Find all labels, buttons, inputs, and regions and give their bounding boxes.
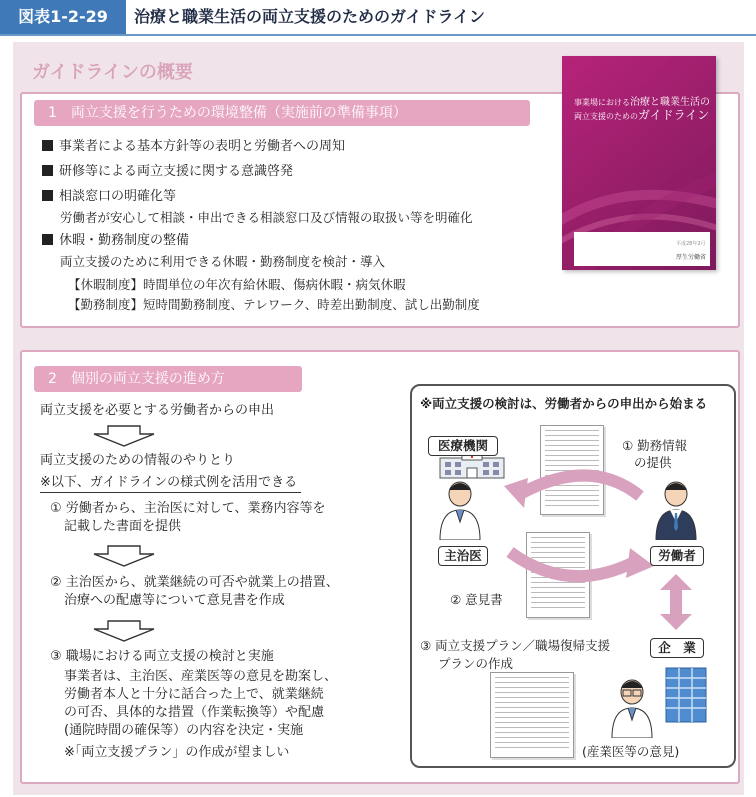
cover-title: 事業場における治療と職業生活の 両立支援のためのガイドライン (574, 97, 710, 122)
section1-item-4: 休暇・勤務制度の整備 (42, 232, 189, 250)
down-arrow-icon (92, 620, 156, 642)
hospital-label: 医療機関 (428, 436, 498, 456)
double-arrow-icon (658, 574, 694, 630)
step2-line1: ② 主治医から、就業継続の可否や就業上の措置、 (50, 575, 339, 590)
section1-item-2: 研修等による両立支援に関する意識啓発 (42, 163, 293, 181)
step3-title: ③ 職場における両立支援の検討と実施 (50, 649, 274, 664)
step3-line: 事業者は、主治医、産業医等の意見を勘案し、 (64, 669, 338, 684)
opinion-label: ② 意見書 (450, 592, 503, 607)
plan-line2: プランの作成 (438, 656, 514, 671)
flow-arrows (490, 456, 660, 596)
step1-line1: ① 労働者から、主治医に対して、業務内容等を (50, 501, 326, 516)
work-info-line2: の提供 (634, 455, 672, 470)
step3-line: 労働者本人と十分に話合った上で、就業継続 (64, 687, 324, 702)
worker-label: 労働者 (650, 546, 704, 566)
occupational-doctor-icon (608, 676, 656, 738)
occupational-doctor-opinion: (産業医等の意見) (582, 744, 680, 759)
page-title: 治療と職業生活の両立支援のためのガイドライン (134, 7, 486, 26)
company-label: 企 業 (650, 638, 704, 658)
cover-year: 平成28年2月 (676, 241, 706, 247)
worker-icon (652, 478, 700, 540)
work-info-line1: ① 勤務情報 (622, 438, 688, 453)
square-bullet-icon (42, 190, 53, 201)
section1-item-3-sub: 労働者が安心して相談・申出できる相談窓口及び情報の取扱い等を明確化 (60, 210, 473, 225)
section2-heading: 2 個別の両立支援の進め方 (34, 366, 302, 392)
doctor-icon (436, 478, 484, 540)
leave-system-text: 【休暇制度】時間単位の年次有給休暇、傷病休暇・病気休暇 (68, 277, 406, 292)
office-building-icon (662, 662, 710, 724)
step3-line: (通院時間の確保等）の内容を決定・実施 (64, 723, 304, 738)
step1-line2: 記載した書面を提供 (64, 519, 182, 534)
square-bullet-icon (42, 234, 53, 245)
section1-heading: 1 両立支援を行うための環境整備（実施前の準備事項） (34, 100, 530, 126)
doctor-label: 主治医 (438, 546, 488, 566)
square-bullet-icon (42, 165, 53, 176)
plan-line1: ③ 両立支援プラン／職場復帰支援 (420, 638, 611, 653)
support-plan-document (490, 672, 574, 758)
square-bullet-icon (42, 140, 53, 151)
step3-note: ※｢両立支援プラン」の作成が望ましい (64, 745, 290, 760)
step3-line: の可否、具体的な措置（作業転換等）や配慮 (64, 705, 325, 720)
section1-item-1: 事業者による基本方針等の表明と労働者への周知 (42, 138, 345, 156)
step-note: ※以下、ガイドラインの様式例を活用できる (40, 474, 301, 493)
section1-item-4-sub: 両立支援のために利用できる休暇・勤務制度を検討・導入 (60, 254, 386, 269)
down-arrow-icon (92, 545, 156, 567)
step-request: 両立支援を必要とする労働者からの申出 (40, 403, 275, 418)
overview-title: ガイドラインの概要 (32, 62, 193, 83)
work-system-text: 【勤務制度】短時間勤務制度、テレワーク、時差出勤制度、試し出勤制度 (68, 297, 480, 312)
step-exchange: 両立支援のための情報のやりとり (40, 453, 236, 468)
diagram-title: ※両立支援の検討は、労働者からの申出から始まる (420, 396, 708, 411)
down-arrow-icon (92, 425, 156, 447)
cover-publisher: 厚生労働省 (676, 254, 707, 261)
section1-item-3: 相談窓口の明確化等 (42, 188, 176, 206)
figure-label: 図表1-2-29 (0, 0, 126, 34)
step2-line2: 治療への配慮等について意見書を作成 (64, 593, 285, 608)
